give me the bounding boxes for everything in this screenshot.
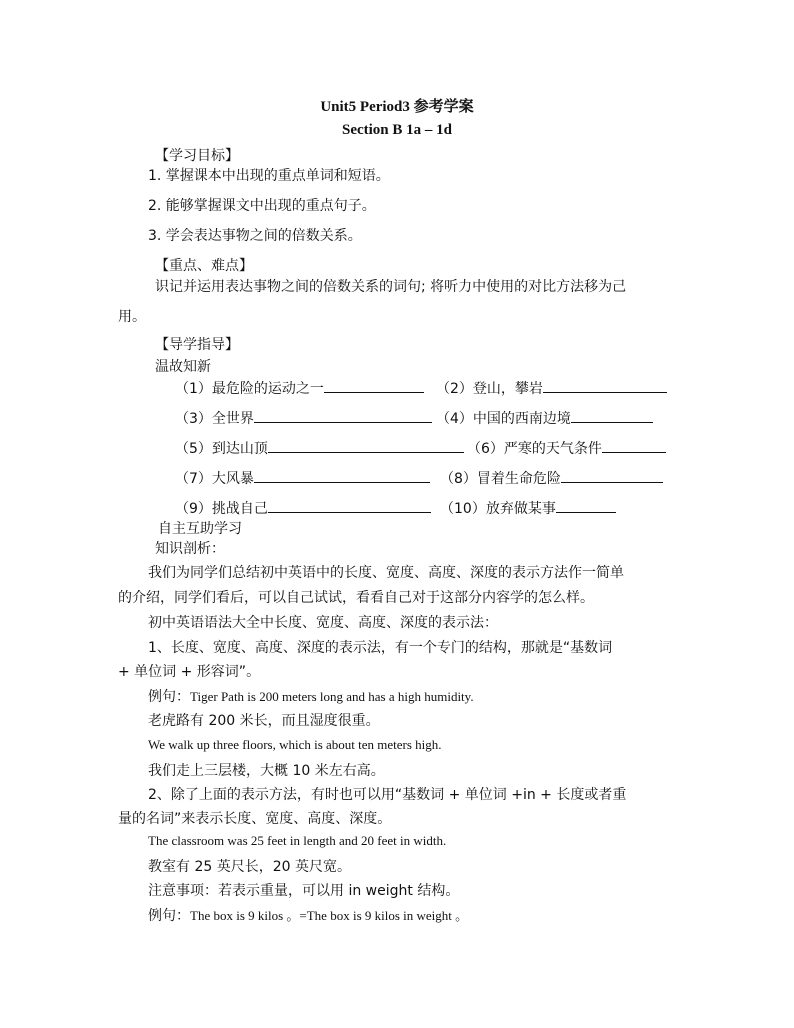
objective-item-3: 3. 学会表达事物之间的倍数关系。: [148, 228, 362, 244]
answer-blank-4[interactable]: [571, 408, 653, 423]
exercise-item-10: （10）放弃做某事: [440, 498, 616, 518]
key-points-line-2: 用。: [118, 309, 146, 325]
example-1-en: Tiger Path is 200 meters long and has a high humidity.: [190, 689, 474, 704]
analysis-label: 知识剖析：: [155, 541, 225, 557]
point-1-line-1: 1、长度、宽度、高度、深度的表示法，有一个专门的结构，那就是“基数词: [148, 640, 613, 656]
objective-item-1: 1. 掌握课本中出现的重点单词和短语。: [148, 168, 390, 184]
exercise-item-4: （4）中国的西南边境: [436, 408, 653, 428]
answer-blank-7[interactable]: [254, 468, 430, 483]
exercise-item-9: （9）挑战自己: [175, 498, 431, 518]
example-1-zh: 老虎路有 200 米长，而且湿度很重。: [148, 713, 380, 729]
answer-blank-3[interactable]: [254, 408, 432, 423]
exercise-item-8: （8）冒着生命危险: [440, 468, 663, 488]
exercise-item-6: （6）严寒的天气条件: [467, 438, 666, 458]
answer-blank-9[interactable]: [268, 498, 431, 513]
weight-note: 注意事项：若表示重量，可以用 in weight 结构。: [148, 883, 460, 899]
answer-blank-8[interactable]: [561, 468, 663, 483]
exercise-item-7: （7）大风暴: [175, 468, 430, 488]
example-2-zh: 我们走上三层楼，大概 10 米左右高。: [148, 763, 385, 779]
point-2-line-2: 量的名词”来表示长度、宽度、高度、深度。: [118, 811, 392, 827]
self-study-label: 自主互助学习: [158, 521, 242, 537]
intro-line-2: 的介绍，同学们看后，可以自己试试，看看自己对于这部分内容学的怎么样。: [118, 590, 594, 606]
example-3-en: The classroom was 25 feet in length and 20 feet in width.: [148, 833, 447, 848]
point-2-line-1: 2、除了上面的表示方法，有时也可以用“基数词 + 单位词 +in + 长度或者重: [148, 787, 627, 803]
exercise-item-5: （5）到达山顶: [175, 438, 464, 458]
answer-blank-2[interactable]: [543, 378, 667, 393]
example-3-zh: 教室有 25 英尺长，20 英尺宽。: [148, 859, 351, 875]
exercise-item-3: （3）全世界: [175, 408, 432, 428]
guide-heading: 【导学指导】: [155, 337, 239, 353]
example-1-label: 例句：: [148, 689, 190, 705]
answer-blank-5[interactable]: [268, 438, 464, 453]
review-label: 温故知新: [155, 359, 211, 375]
objective-item-2: 2. 能够掌握课文中出现的重点句子。: [148, 198, 376, 214]
answer-blank-10[interactable]: [556, 498, 616, 513]
document-subtitle: Section B 1a – 1d: [341, 122, 452, 138]
key-points-line-1: 识记并运用表达事物之间的倍数关系的词句; 将听力中使用的对比方法移为己: [155, 279, 627, 295]
exercise-item-2: （2）登山，攀岩: [436, 378, 667, 398]
point-1-line-2: + 单位词 + 形容词”。: [118, 664, 261, 680]
objectives-heading: 【学习目标】: [155, 148, 239, 164]
intro-line-1: 我们为同学们总结初中英语中的长度、宽度、高度、深度的表示方法作一简单: [148, 565, 624, 581]
answer-blank-6[interactable]: [602, 438, 666, 453]
example-4-label: 例句：: [148, 908, 190, 924]
answer-blank-1[interactable]: [324, 378, 424, 393]
example-4-en: The box is 9 kilos 。=The box is 9 kilos in weight 。: [190, 908, 469, 923]
example-2-en: We walk up three floors, which is about ten meters high.: [148, 737, 442, 752]
grammar-title: 初中英语语法大全中长度、宽度、高度、深度的表示法：: [148, 615, 498, 631]
document-title: Unit5 Period3 参考学案: [320, 99, 474, 115]
exercise-item-1: （1）最危险的运动之一: [175, 378, 424, 398]
example-4: [148, 905, 468, 925]
example-1: [148, 686, 474, 706]
key-points-heading: 【重点、难点】: [155, 258, 253, 274]
